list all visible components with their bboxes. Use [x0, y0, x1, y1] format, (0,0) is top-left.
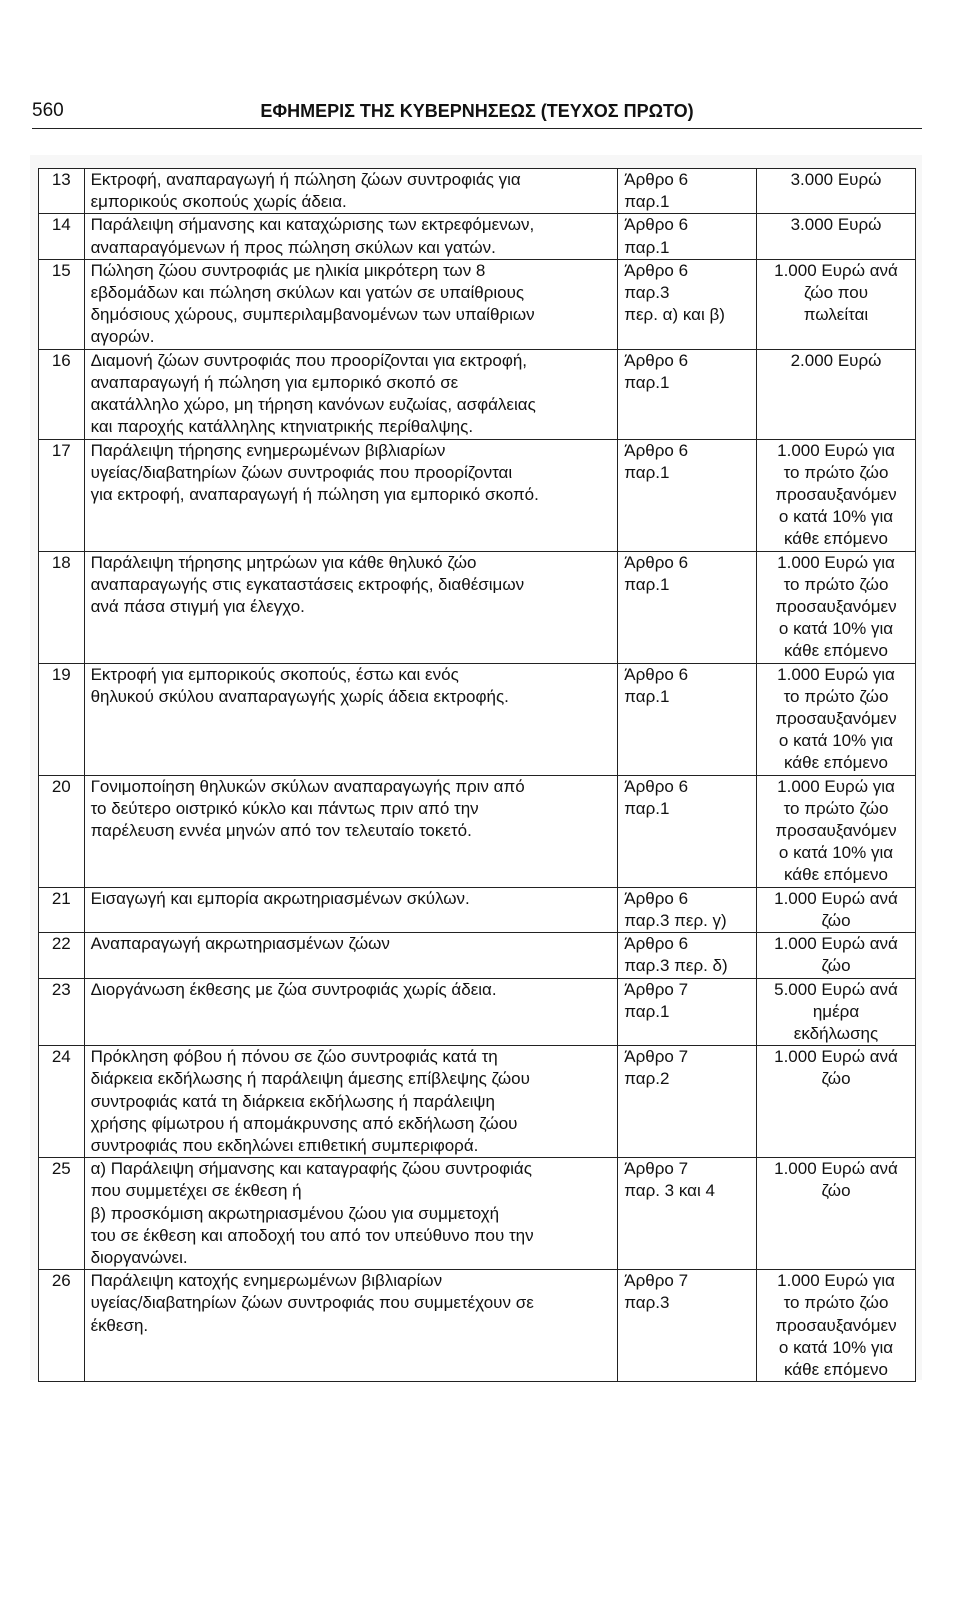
table-row — [39, 933, 916, 978]
violation-description: Παράλειψη τήρησης ενημερωμένων βιβλιαρίων υγείας/διαβατηρίων ζώων συντροφιάς που προορίζονται για εκτροφή, αναπαραγωγή ή πώληση για εμπορικό σκοπό. — [84, 439, 618, 551]
page-header — [32, 100, 922, 129]
row-number: 26 — [39, 1270, 85, 1382]
violation-description: Εκτροφή, αναπαραγωγή ή πώληση ζώων συντροφιάς για εμπορικούς σκοπούς χωρίς άδεια. — [84, 169, 618, 214]
violation-description: Παράλειψη τήρησης μητρώων για κάθε θηλυκό ζώο αναπαραγωγής στις εγκαταστάσεις εκτροφής, διαθέσιμων ανά πάσα στιγμή για έλεγχο. — [84, 551, 618, 663]
fine-amount: 1.000 Ευρώ για το πρώτο ζώο προσαυξανόμεν ο κατά 10% για κάθε επόμενο — [756, 1270, 915, 1382]
violation-description: Διαμονή ζώων συντροφιάς που προορίζονται για εκτροφή, αναπαραγωγή ή πώληση για εμπορικό σκοπό σε ακατάλληλο χώρο, μη τήρηση κανόνων ευζωίας, ασφάλειας και παροχής κατάλληλης κτηνιατρικής περίθαλψης. — [84, 349, 618, 439]
legal-article: Άρθρο 7 παρ.1 — [618, 978, 757, 1046]
table-row — [39, 978, 916, 1046]
violation-description: Αναπαραγωγή ακρωτηριασμένων ζώων — [84, 933, 618, 978]
violation-description: Πρόκληση φόβου ή πόνου σε ζώο συντροφιάς κατά τη διάρκεια εκδήλωσης ή παράλειψη άμεσης επίβλεψης ζώου συντροφιάς κατά τη διάρκεια εκδήλωσης ή παράλειψη χρήσης φίμωτρου ή απομάκρυνσης από εκδήλωση ζώου συντροφιάς που εκδηλώνει επιθετική συμπεριφορά. — [84, 1046, 618, 1158]
table-row — [39, 349, 916, 439]
row-number: 24 — [39, 1046, 85, 1158]
row-number: 14 — [39, 214, 85, 259]
table-row — [39, 259, 916, 349]
legal-article: Άρθρο 6 παρ.1 — [618, 169, 757, 214]
legal-article: Άρθρο 6 παρ.3 περ. γ) — [618, 887, 757, 932]
fine-amount: 1.000 Ευρώ ανά ζώο — [756, 1046, 915, 1158]
violation-description: Πώληση ζώου συντροφιάς με ηλικία μικρότερη των 8 εβδομάδων και πώληση σκύλων και γατών σε υπαίθριους δημόσιους χώρους, συμπεριλαμβανομένων των υπαίθριων αγορών. — [84, 259, 618, 349]
fine-amount: 1.000 Ευρώ για το πρώτο ζώο προσαυξανόμεν ο κατά 10% για κάθε επόμενο — [756, 439, 915, 551]
legal-article: Άρθρο 6 παρ.1 — [618, 663, 757, 775]
violation-description: Γονιμοποίηση θηλυκών σκύλων αναπαραγωγής πριν από το δεύτερο οιστρικό κύκλο και πάντως πριν από την παρέλευση εννέα μηνών από τον τελευταίο τοκετό. — [84, 775, 618, 887]
row-number: 22 — [39, 933, 85, 978]
row-number: 21 — [39, 887, 85, 932]
page-number: 560 — [32, 100, 64, 121]
fine-amount: 1.000 Ευρώ ανά ζώο — [756, 933, 915, 978]
table-row — [39, 551, 916, 663]
table-row — [39, 1046, 916, 1158]
fine-amount: 1.000 Ευρώ ανά ζώο — [756, 1158, 915, 1270]
gazette-title: ΕΦΗΜΕΡΙΣ ΤΗΣ ΚΥΒΕΡΝΗΣΕΩΣ (ΤΕΥΧΟΣ ΠΡΩΤΟ) — [260, 101, 694, 121]
row-number: 17 — [39, 439, 85, 551]
table-row — [39, 663, 916, 775]
legal-article: Άρθρο 7 παρ.2 — [618, 1046, 757, 1158]
fine-amount: 3.000 Ευρώ — [756, 169, 915, 214]
violation-description: Εκτροφή για εμπορικούς σκοπούς, έστω και ενός θηλυκού σκύλου αναπαραγωγής χωρίς άδεια εκτροφής. — [84, 663, 618, 775]
legal-article: Άρθρο 6 παρ.3 περ. δ) — [618, 933, 757, 978]
table-row — [39, 169, 916, 214]
fine-amount: 5.000 Ευρώ ανά ημέρα εκδήλωσης — [756, 978, 915, 1046]
legal-article: Άρθρο 6 παρ.1 — [618, 214, 757, 259]
legal-article: Άρθρο 6 παρ.1 — [618, 439, 757, 551]
table-row — [39, 439, 916, 551]
violation-description: Εισαγωγή και εμπορία ακρωτηριασμένων σκύλων. — [84, 887, 618, 932]
violation-description: Παράλειψη κατοχής ενημερωμένων βιβλιαρίων υγείας/διαβατηρίων ζώων συντροφιάς που συμμετέχουν σε έκθεση. — [84, 1270, 618, 1382]
row-number: 18 — [39, 551, 85, 663]
fine-amount: 1.000 Ευρώ ανά ζώο — [756, 887, 915, 932]
legal-article: Άρθρο 6 παρ.1 — [618, 775, 757, 887]
penalties-table — [38, 168, 916, 1382]
violation-description: Παράλειψη σήμανσης και καταχώρισης των εκτρεφόμενων, αναπαραγόμενων ή προς πώληση σκύλων και γατών. — [84, 214, 618, 259]
fine-amount: 1.000 Ευρώ για το πρώτο ζώο προσαυξανόμεν ο κατά 10% για κάθε επόμενο — [756, 775, 915, 887]
fine-amount: 3.000 Ευρώ — [756, 214, 915, 259]
row-number: 19 — [39, 663, 85, 775]
fine-amount: 2.000 Ευρώ — [756, 349, 915, 439]
table-row — [39, 1158, 916, 1270]
row-number: 15 — [39, 259, 85, 349]
table-row — [39, 887, 916, 932]
legal-article: Άρθρο 6 παρ.1 — [618, 551, 757, 663]
row-number: 23 — [39, 978, 85, 1046]
violation-description: α) Παράλειψη σήμανσης και καταγραφής ζώου συντροφιάς που συμμετέχει σε έκθεση ή β) προσκόμιση ακρωτηριασμένου ζώου για συμμετοχή του σε έκθεση και αποδοχή του από τον υπεύθυνο που την διοργανώνει. — [84, 1158, 618, 1270]
table-row — [39, 214, 916, 259]
legal-article: Άρθρο 7 παρ.3 — [618, 1270, 757, 1382]
fine-amount: 1.000 Ευρώ για το πρώτο ζώο προσαυξανόμεν ο κατά 10% για κάθε επόμενο — [756, 663, 915, 775]
fine-amount: 1.000 Ευρώ για το πρώτο ζώο προσαυξανόμεν ο κατά 10% για κάθε επόμενο — [756, 551, 915, 663]
row-number: 16 — [39, 349, 85, 439]
legal-article: Άρθρο 6 παρ.1 — [618, 349, 757, 439]
table-row — [39, 775, 916, 887]
row-number: 20 — [39, 775, 85, 887]
violation-description: Διοργάνωση έκθεσης με ζώα συντροφιάς χωρίς άδεια. — [84, 978, 618, 1046]
fine-amount: 1.000 Ευρώ ανά ζώο που πωλείται — [756, 259, 915, 349]
row-number: 13 — [39, 169, 85, 214]
legal-article: Άρθρο 7 παρ. 3 και 4 — [618, 1158, 757, 1270]
legal-article: Άρθρο 6 παρ.3 περ. α) και β) — [618, 259, 757, 349]
table-row — [39, 1270, 916, 1382]
row-number: 25 — [39, 1158, 85, 1270]
